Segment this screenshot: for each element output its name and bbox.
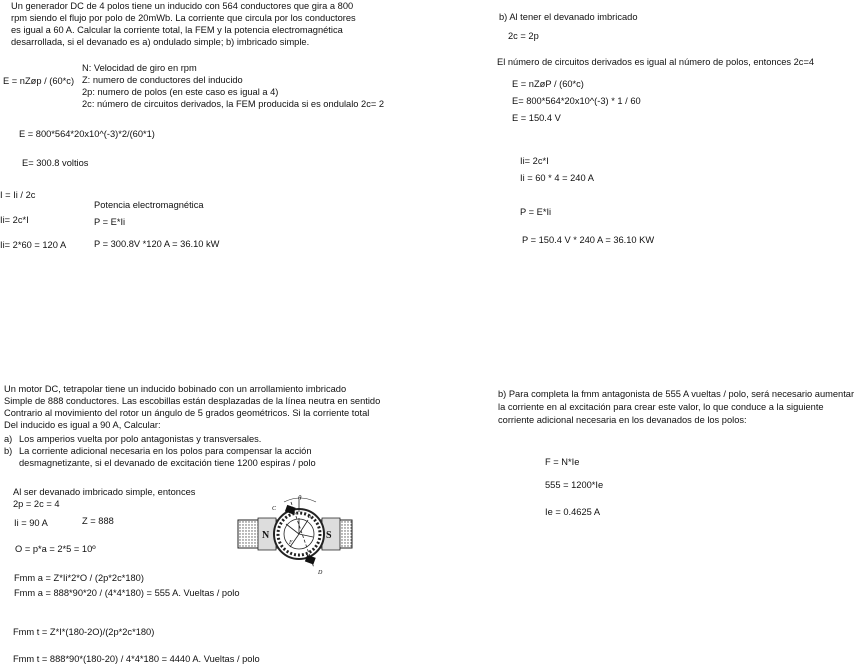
problem2b-line: corriente adicional necesaria en los devanados de los polos: bbox=[498, 415, 747, 425]
problem2-statement-line: Del inducido es igual a 90 A, Calcular: bbox=[4, 420, 161, 430]
ii-relation: Ii= 2c*I bbox=[0, 215, 29, 225]
problem2-ii: Ii = 90 A bbox=[14, 518, 48, 528]
ii-value: Ii= 2*60 = 120 A bbox=[0, 240, 67, 250]
pole-s-label: S bbox=[326, 530, 332, 541]
fem-calculation: E = 800*564*20x10^(-3)*2/(60*1) bbox=[19, 129, 155, 139]
problem1-statement-line: es igual a 60 A. Calcular la corriente total, la FEM y la potencia electromagnética bbox=[11, 25, 343, 35]
fem-formula: E = nZøp / (60*c) bbox=[3, 76, 75, 86]
definition-2p: 2p: numero de polos (en este caso es igual a 4) bbox=[82, 87, 279, 97]
problem1b-ii-relation: Ii= 2c*I bbox=[520, 156, 549, 166]
list-item-b: desmagnetizante, si el devanado de excitación tiene 1200 espiras / polo bbox=[19, 458, 316, 468]
power-title: Potencia electromagnética bbox=[94, 200, 204, 210]
problem1b-power-formula: P = E*Ii bbox=[520, 207, 552, 217]
definition-n: N: Velocidad de giro en rpm bbox=[82, 63, 197, 73]
problem2-z: Z = 888 bbox=[82, 516, 114, 526]
pole-n-label: N bbox=[262, 530, 270, 541]
fmm-t-value: Fmm t = 888*90*(180-20) / 4*4*180 = 4440 A. Vueltas / polo bbox=[13, 654, 260, 664]
problem1-statement-line: rpm siendo el flujo por polo de 20mWb. La corriente que circula por los conductores bbox=[11, 13, 356, 23]
problem2b-line: la corriente en al excitación para crear este valor, lo que conduce a la siguiente bbox=[498, 402, 824, 412]
vector-f-label: F bbox=[289, 540, 293, 546]
vector-a-label: a bbox=[308, 514, 311, 520]
motor-diagram bbox=[236, 494, 354, 576]
problem1b-c-value: 2c = 2p bbox=[508, 31, 539, 41]
definition-z: Z: numero de conductores del inducido bbox=[82, 75, 243, 85]
problem1b-power-value: P = 150.4 V * 240 A = 36.10 KW bbox=[522, 235, 655, 245]
problem1b-ii-value: Ii = 60 * 4 = 240 A bbox=[520, 173, 594, 183]
problem2b-result: Ie = 0.4625 A bbox=[545, 507, 601, 517]
problem1-statement-line: desarrollada, si el devanado es a) ondulado simple; b) imbricado simple. bbox=[11, 37, 310, 47]
fmm-a-formula: Fmm a = Z*Ii*2*O / (2p*2c*180) bbox=[14, 573, 144, 583]
list-item-a: Los amperios vuelta por polo antagonistas y transversales. bbox=[19, 434, 262, 444]
problem2b-line: b) Para completa la fmm antagonista de 555 A vueltas / polo, será necesario aumentar bbox=[498, 389, 855, 399]
problem1-statement-line: Un generador DC de 4 polos tiene un inducido con 564 conductores que gira a 800 bbox=[11, 1, 354, 11]
problem2-statement-line: Un motor DC, tetrapolar tiene un inducido bobinado con un arrollamiento imbricado bbox=[4, 384, 347, 394]
problem2-angle: O = p*a = 2*5 = 10º bbox=[15, 544, 96, 554]
problem1b-note: El número de circuitos derivados es igual al número de polos, entonces 2c=4 bbox=[497, 57, 815, 67]
problem1b-formula: E = nZøP / (60*c) bbox=[512, 79, 584, 89]
problem1b-calculation: E= 800*564*20x10^(-3) * 1 / 60 bbox=[512, 96, 641, 106]
motor-diagram-svg bbox=[236, 494, 354, 576]
problem1b-result: E = 150.4 V bbox=[512, 113, 561, 123]
list-marker-a: a) bbox=[4, 434, 13, 444]
current-relation: I = Ii / 2c bbox=[0, 190, 36, 200]
definition-2c: 2c: número de circuitos derivados, la FEM producida si es ondulalo 2c= 2 bbox=[82, 99, 385, 109]
problem1b-heading: b) Al tener el devanado imbricado bbox=[499, 12, 638, 22]
problem2b-equation: 555 = 1200*Ie bbox=[545, 480, 604, 490]
fem-result: E= 300.8 voltios bbox=[22, 158, 89, 168]
problem2-statement-line: Contrario al movimiento del rotor un ángulo de 5 grados geométricos. Si la corriente total bbox=[4, 408, 370, 418]
problem2-statement-line: Simple de 888 conductores. Las escobillas están desplazadas de la línea neutra en sentido bbox=[4, 396, 381, 406]
theta-label: θ bbox=[298, 494, 302, 502]
brush-c-label: C bbox=[272, 506, 277, 512]
power-value: P = 300.8V *120 A = 36.10 kW bbox=[94, 239, 220, 249]
list-item-b: La corriente adicional necesaria en los polos para compensar la acción bbox=[19, 446, 312, 456]
fmm-a-value: Fmm a = 888*90*20 / (4*4*180) = 555 A. Vueltas / polo bbox=[14, 588, 240, 598]
list-marker-b: b) bbox=[4, 446, 13, 456]
problem2b-formula: F = N*Ie bbox=[545, 457, 580, 467]
problem2-step1: Al ser devanado imbricado simple, entonces bbox=[13, 487, 196, 497]
power-formula: P = E*Ii bbox=[94, 217, 126, 227]
problem2-step2: 2p = 2c = 4 bbox=[13, 499, 60, 509]
fmm-t-formula: Fmm t = Z*I*(180-2O)/(2p*2c*180) bbox=[13, 627, 155, 637]
brush-d-label: D bbox=[318, 570, 323, 576]
